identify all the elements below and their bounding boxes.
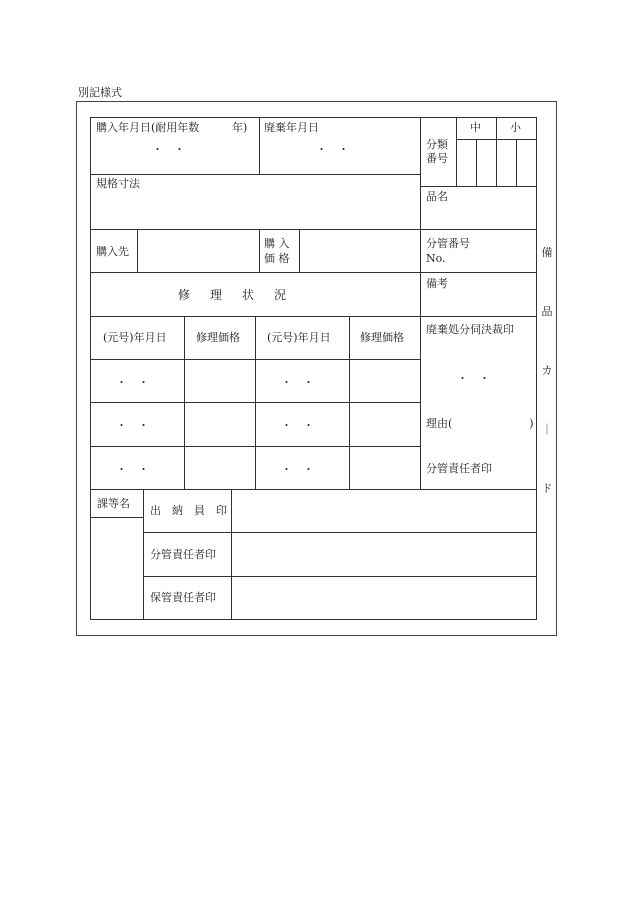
grid-line [90,517,143,518]
disposal-date-label: 廃棄年月日 [264,121,319,134]
grid-line [231,489,232,619]
side-title-char: ｜ [541,423,553,436]
treasurer-stamp: 出 納 員 印 [150,504,227,517]
grid-line [90,174,420,175]
grid-line [90,229,536,230]
side-title-char: 品 [541,305,553,318]
grid-line [516,139,517,186]
grid-line [349,316,350,490]
grid-line [90,316,536,317]
price-label-2: 価 格 [264,252,290,265]
grid-line [184,316,185,490]
grid-line [536,117,537,620]
class-mid: 中 [470,121,481,134]
repair-date-header-1: (元号)年月日 [103,331,167,344]
grid-line [456,139,536,140]
repair-date-dots: ・ ・ [281,463,314,476]
mgmt-responsible-stamp: 分管責任者印 [426,462,492,475]
grid-line [143,532,536,533]
reason-label: 理由( ) [426,417,534,430]
class-label-2: 番号 [426,152,448,165]
repair-status-title: 修 理 状 況 [178,288,291,302]
grid-line [143,489,144,619]
grid-line [90,402,420,403]
price-label-1: 購 入 [264,237,290,250]
class-label-1: 分類 [426,138,448,151]
spec-label: 規格寸法 [96,177,140,190]
years-suffix: 年) [232,121,248,134]
grid-line [259,117,260,174]
purchase-date-dots: ・ ・ [152,143,185,156]
side-title-char: 備 [541,246,553,259]
disposal-date-dots: ・ ・ [316,143,349,156]
grid-line [90,619,537,620]
side-title-char: ド [541,482,553,495]
custody-responsible-stamp: 保管責任者印 [150,591,216,604]
grid-line [456,117,457,186]
form-header: 別記様式 [78,86,122,99]
class-small: 小 [510,121,521,134]
grid-line [299,229,300,272]
remarks-label: 備考 [426,277,448,290]
repair-price-header-1: 修理価格 [196,331,240,344]
grid-line [476,139,477,186]
repair-date-dots: ・ ・ [116,419,149,432]
form-frame [76,101,557,636]
grid-line [90,359,420,360]
approval-date-dots: ・ ・ [457,372,490,385]
grid-line [420,186,536,187]
repair-date-dots: ・ ・ [281,419,314,432]
grid-line [90,117,537,118]
repair-date-dots: ・ ・ [116,463,149,476]
repair-date-dots: ・ ・ [116,376,149,389]
repair-price-header-2: 修理価格 [360,331,404,344]
disposal-approval-label: 廃棄処分伺決裁印 [426,323,514,336]
grid-line [90,117,91,620]
repair-date-dots: ・ ・ [281,376,314,389]
grid-line [496,117,497,186]
grid-line [259,229,260,272]
grid-line [90,272,536,273]
grid-line [90,489,536,490]
grid-line [255,316,256,490]
supplier-label: 購入先 [96,245,129,258]
grid-line [90,446,420,447]
mgmt-responsible-stamp-2: 分管責任者印 [150,548,216,561]
grid-line [143,576,536,577]
repair-date-header-2: (元号)年月日 [267,331,331,344]
grid-line [137,229,138,272]
section-label: 課等名 [97,497,130,510]
grid-line [420,117,421,490]
mgmt-no-label: 分管番号 [426,237,470,250]
purchase-date-label: 購入年月日(耐用年数 [96,121,200,134]
side-title-char: カ [541,364,553,377]
mgmt-no-sub: No. [426,252,446,265]
item-name-label: 品名 [426,190,448,203]
